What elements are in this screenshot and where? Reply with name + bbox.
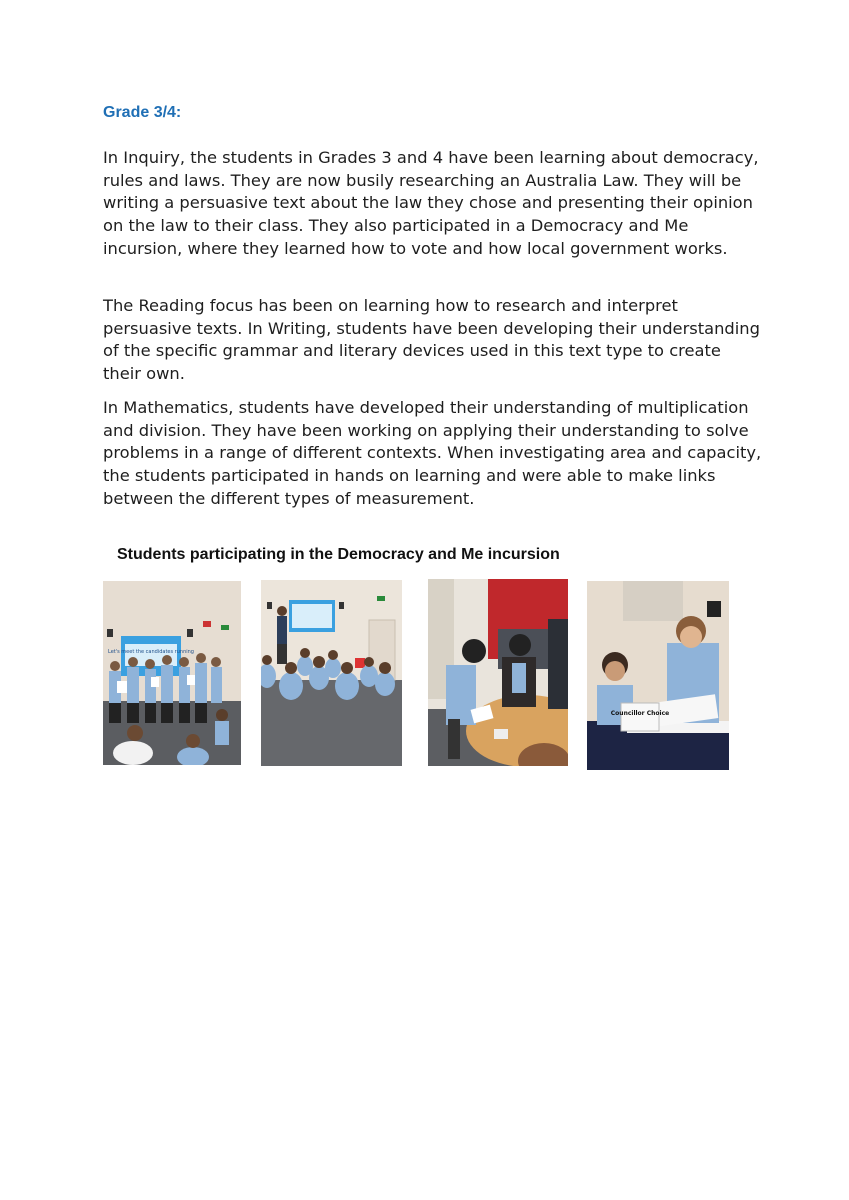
inquiry-paragraph: In Inquiry, the students in Grades 3 and 4 have been learning about democracy, rules and laws. They are now busily researching an Australia Law. They will be writing a persuasive text about the law they chose and presenting their opinion on the law to their class. They also participated in a Democracy and Me incursion, where they learned how to vote and how local government works. bbox=[103, 148, 759, 258]
photo-students-presenting bbox=[103, 581, 241, 765]
photo-councillor-choice bbox=[587, 581, 729, 770]
mathematics-paragraph: In Mathematics, students have developed their understanding of multiplication and division. They have been working on applying their understanding to solve problems in a range of different contexts. When investigating area and capacity, the students participated in hands on learning and were able to make links between the different types of measurement. bbox=[103, 398, 762, 508]
photo-caption: Students participating in the Democracy and Me incursion bbox=[117, 546, 560, 563]
svg-text:Let's meet the candidates runn: Let's meet the candidates running bbox=[108, 649, 194, 655]
photo-students-seated bbox=[261, 580, 402, 766]
svg-text:Councillor Choice: Councillor Choice bbox=[610, 710, 670, 717]
reading-writing-paragraph: The Reading focus has been on learning how to research and interpret persuasive texts. In Writing, students have been developing their understanding of the specific grammar and literary devices used in this text type to create their own. bbox=[103, 296, 760, 384]
section-heading: Grade 3/4: bbox=[103, 104, 182, 121]
photo-students-at-table bbox=[428, 579, 568, 766]
